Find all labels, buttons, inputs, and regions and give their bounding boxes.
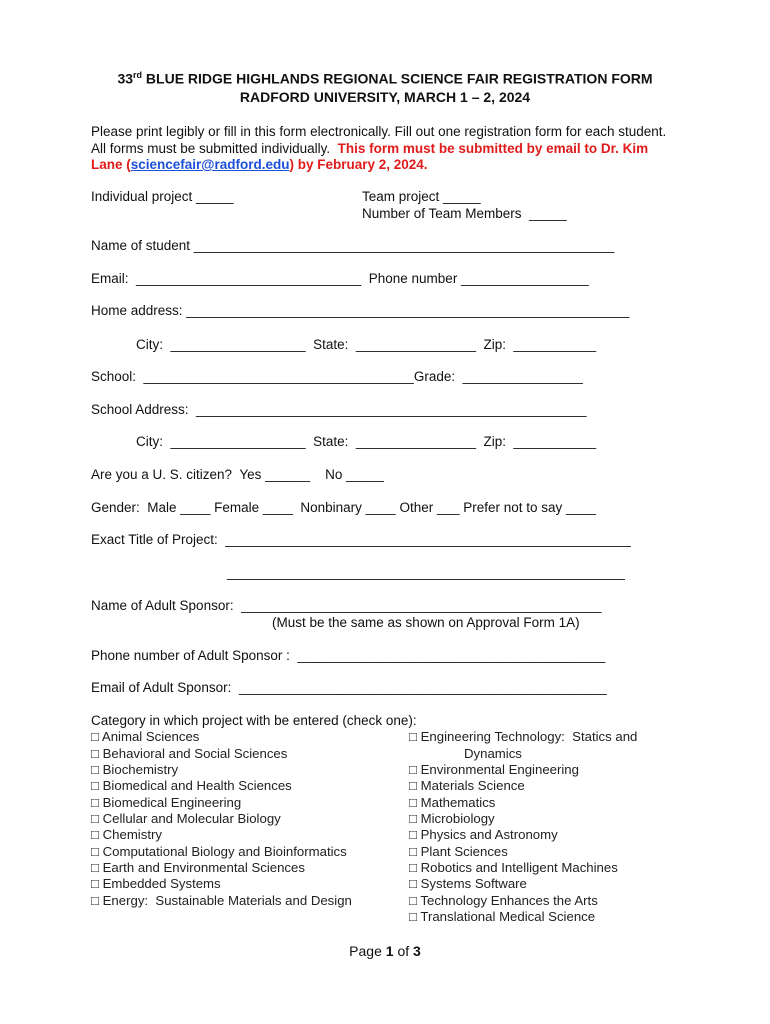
gender-field[interactable]: Gender: Male ____ Female ____ Nonbinary ____ Other ___ Prefer not to say ____ <box>91 500 597 515</box>
page-number: Page 1 of 3 <box>349 943 421 959</box>
category-option[interactable]: □ Translational Medical Science <box>409 909 596 924</box>
form-subtitle: RADFORD UNIVERSITY, MARCH 1 – 2, 2024 <box>239 89 531 105</box>
category-option[interactable]: □ Cellular and Molecular Biology <box>91 811 281 826</box>
category-option[interactable]: □ Microbiology <box>409 811 495 826</box>
school-city-state-zip-field[interactable]: City: __________________ State: ________________ Zip: ___________ <box>136 434 597 449</box>
category-option[interactable]: □ Energy: Sustainable Materials and Design <box>91 893 352 908</box>
category-heading: Category in which project with be entered (check one): <box>91 713 417 728</box>
home-city-state-zip-field[interactable]: City: __________________ State: ________________ Zip: ___________ <box>136 337 597 352</box>
category-option[interactable]: □ Chemistry <box>91 827 162 842</box>
category-option[interactable]: □ Biomedical Engineering <box>91 795 242 810</box>
team-project-field[interactable]: Team project _____ <box>362 189 481 204</box>
category-option[interactable]: □ Plant Sciences <box>409 844 508 859</box>
team-members-field[interactable]: Number of Team Members _____ <box>362 206 567 221</box>
email-link[interactable]: sciencefair@radford.edu <box>130 157 290 172</box>
category-option[interactable]: □ Computational Biology and Bioinformatics <box>91 844 347 859</box>
school-grade-field[interactable]: School: ____________________________________Grade: ________________ <box>91 369 583 384</box>
sponsor-phone-field[interactable]: Phone number of Adult Sponsor : _________________________________________ <box>91 648 606 663</box>
category-option[interactable]: □ Biochemistry <box>91 762 179 777</box>
category-option[interactable]: □ Environmental Engineering <box>409 762 579 777</box>
category-option[interactable]: □ Embedded Systems <box>91 876 221 891</box>
project-title-field[interactable]: Exact Title of Project: ______________________________________________________ <box>91 532 631 547</box>
citizen-field[interactable]: Are you a U. S. citizen? Yes ______ No _____ <box>91 467 384 482</box>
category-option[interactable]: □ Animal Sciences <box>91 729 200 744</box>
instructions-line-1: Please print legibly or fill in this form electronically. Fill out one registration form for each student. <box>91 124 667 139</box>
sponsor-email-field[interactable]: Email of Adult Sponsor: _________________________________________________ <box>91 680 607 695</box>
home-address-field[interactable]: Home address: ___________________________________________________________ <box>91 303 630 318</box>
form-title: 33rd BLUE RIDGE HIGHLANDS REGIONAL SCIENCE FAIR REGISTRATION FORM <box>117 70 653 87</box>
category-option[interactable]: □ Mathematics <box>409 795 496 810</box>
category-option[interactable]: □ Engineering Technology: Statics and <box>409 729 638 744</box>
category-option[interactable]: □ Biomedical and Health Sciences <box>91 778 292 793</box>
individual-project-field[interactable]: Individual project _____ <box>91 189 234 204</box>
category-option[interactable]: □ Physics and Astronomy <box>409 827 558 842</box>
student-name-field[interactable]: Name of student ________________________________________________________ <box>91 238 615 253</box>
category-option[interactable]: □ Earth and Environmental Sciences <box>91 860 305 875</box>
email-phone-field[interactable]: Email: ______________________________ Phone number _________________ <box>91 271 589 286</box>
category-option[interactable]: □ Robotics and Intelligent Machines <box>409 860 618 875</box>
sponsor-note: (Must be the same as shown on Approval Form 1A) <box>272 615 580 630</box>
category-option[interactable]: □ Systems Software <box>409 876 527 891</box>
project-title-line-2[interactable]: _____________________________________________________ <box>227 565 625 580</box>
category-option-continuation: Dynamics <box>464 746 522 761</box>
school-address-field[interactable]: School Address: ____________________________________________________ <box>91 402 587 417</box>
category-option[interactable]: □ Behavioral and Social Sciences <box>91 746 288 761</box>
instructions-line-3: Lane (sciencefair@radford.edu) by February 2, 2024. <box>91 157 428 172</box>
instructions-line-2: All forms must be submitted individually. This form must be submitted by email to Dr. Kim <box>91 141 649 156</box>
category-option[interactable]: □ Technology Enhances the Arts <box>409 893 598 908</box>
category-option[interactable]: □ Materials Science <box>409 778 525 793</box>
adult-sponsor-field[interactable]: Name of Adult Sponsor: ________________________________________________ <box>91 598 602 613</box>
